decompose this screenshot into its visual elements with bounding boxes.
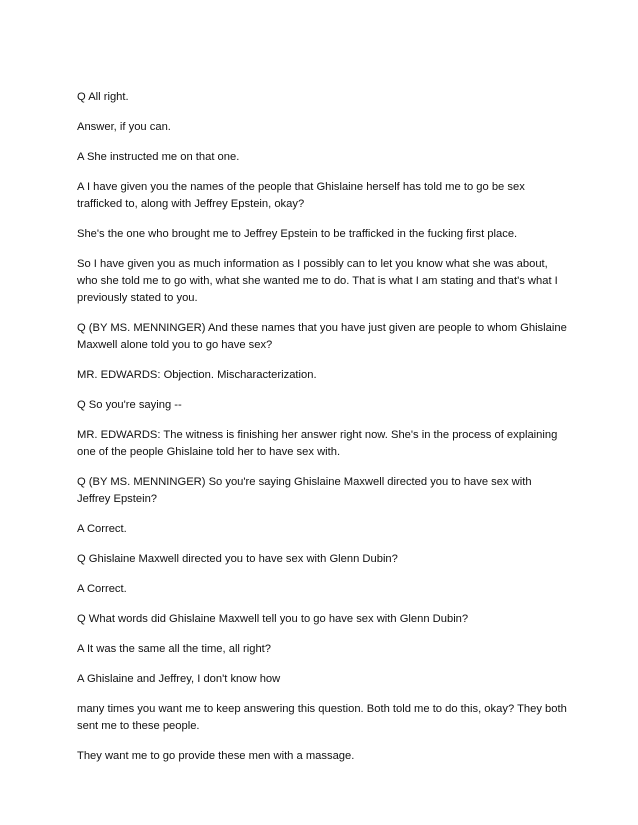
transcript-paragraph: Q (BY MS. MENNINGER) And these names that you have just given are people to whom Ghislaine Maxwell alone told you to go have sex? <box>77 322 567 351</box>
transcript-paragraph: They want me to go provide these men with a massage. <box>77 750 355 762</box>
transcript-paragraph: many times you want me to keep answering this question. Both told me to do this, okay? They both sent me to these people. <box>77 703 567 732</box>
transcript-paragraph: A Correct. <box>77 583 127 595</box>
transcript-paragraph: MR. EDWARDS: Objection. Mischaracterization. <box>77 369 317 381</box>
transcript-paragraph: Q What words did Ghislaine Maxwell tell you to go have sex with Glenn Dubin? <box>77 613 469 625</box>
transcript-paragraph: A She instructed me on that one. <box>77 151 240 163</box>
transcript-body <box>77 89 567 778</box>
transcript-paragraph: Answer, if you can. <box>77 121 171 133</box>
transcript-paragraph: A I have given you the names of the people that Ghislaine herself has told me to go be sex trafficked to, along with Jeffrey Epstein, okay? <box>77 181 525 210</box>
transcript-paragraph: Q (BY MS. MENNINGER) So you're saying Ghislaine Maxwell directed you to have sex with Jeffrey Epstein? <box>77 476 532 505</box>
transcript-paragraph: A Ghislaine and Jeffrey, I don't know how <box>77 673 281 685</box>
transcript-paragraph: Q All right. <box>77 91 129 103</box>
transcript-paragraph: She's the one who brought me to Jeffrey Epstein to be trafficked in the fucking first place. <box>77 228 518 240</box>
transcript-paragraph: A It was the same all the time, all right? <box>77 643 272 655</box>
transcript-paragraph: So I have given you as much information as I possibly can to let you know what she was about, who she told me to go with, what she wanted me to do. That is what I am stating and that's what I previously stated to you. <box>77 258 558 304</box>
transcript-paragraph: Q Ghislaine Maxwell directed you to have sex with Glenn Dubin? <box>77 553 398 565</box>
transcript-paragraph: MR. EDWARDS: The witness is finishing her answer right now. She's in the process of explaining one of the people Ghislaine told her to have sex with. <box>77 429 558 458</box>
transcript-paragraph: A Correct. <box>77 523 127 535</box>
transcript-paragraph: Q So you're saying -- <box>77 399 182 411</box>
